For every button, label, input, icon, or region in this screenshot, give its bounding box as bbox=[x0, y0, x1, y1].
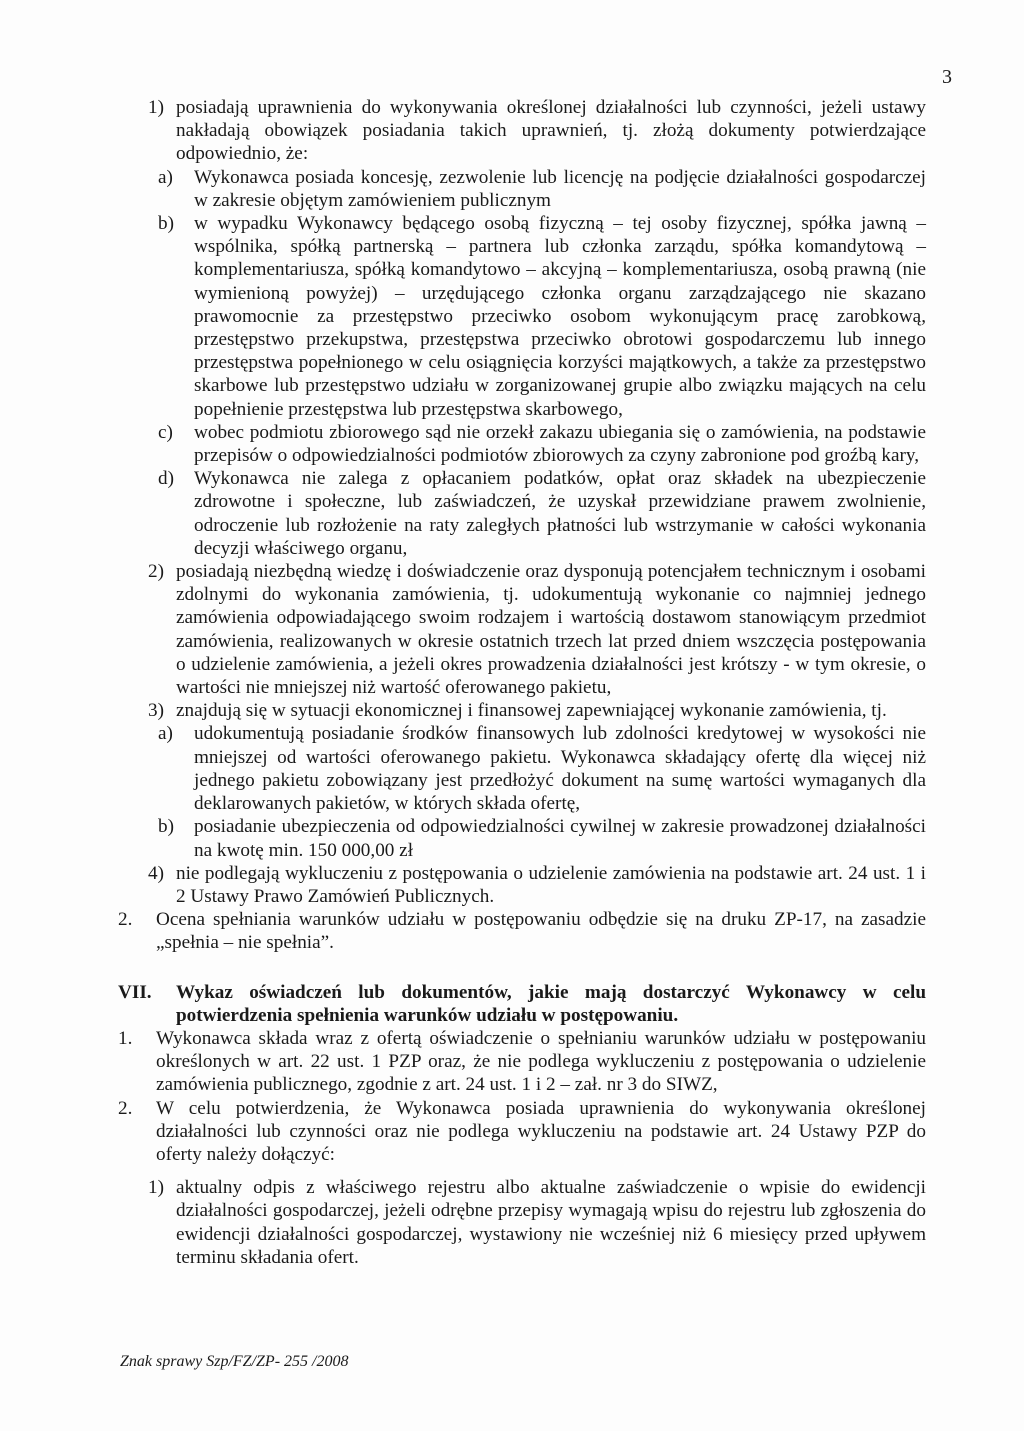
page-number: 3 bbox=[942, 66, 952, 88]
list-item bbox=[118, 96, 926, 166]
item-number: a) bbox=[158, 166, 173, 188]
case-reference-footer: Znak sprawy Szp/FZ/ZP- 255 /2008 bbox=[120, 1353, 349, 1370]
list-item bbox=[118, 467, 926, 560]
item-number: 1) bbox=[148, 97, 164, 118]
item-text: posiadanie ubezpieczenia od odpowiedzialności cywilnej w zakresie prowadzonej działalności na kwotę min. 150 000,00 zł bbox=[194, 816, 926, 861]
spacer bbox=[118, 1166, 926, 1176]
item-number: 2. bbox=[118, 1097, 133, 1119]
item-number: 3) bbox=[148, 700, 164, 722]
item-text: Wykonawca nie zalega z opłacaniem podatków, opłat oraz składek na ubezpieczenie zdrowotne i społeczne, lub zaświadczeń, że uzyskał przewidziane prawem zwolnienie, odroczenie lub rozłożenie na raty zaległych płatności lub wstrzymanie w całości wykonania decyzji właściwego organu, bbox=[194, 468, 926, 559]
section-number: VII. bbox=[118, 981, 152, 1003]
item-number: 1. bbox=[118, 1027, 133, 1049]
item-number: b) bbox=[158, 816, 174, 838]
item-number: 2) bbox=[148, 561, 164, 583]
item-text: wobec podmiotu zbiorowego sąd nie orzekł zakazu ubiegania się o zamówienia, na podstawie przepisów o odpowiedzialności podmiotów zbiorowych za czyny zabronione pod groźbą kary, bbox=[194, 421, 926, 467]
list-item bbox=[118, 166, 926, 212]
list-item bbox=[118, 722, 926, 815]
item-text: udokumentują posiadanie środków finansowych lub zdolności kredytowej w wysokości nie mniejszej od wartości oferowanego pakietu. Wykonawca składający ofertę dla więcej niż jednego pakietu zobowiązany jest przedłożyć dokument na sumę wartości wymaganych dla deklarowanych pakietów, w których składa ofertę, bbox=[194, 723, 926, 815]
list-item bbox=[118, 699, 926, 722]
item-number: c) bbox=[158, 421, 173, 443]
section-heading bbox=[118, 981, 926, 1027]
item-number: d) bbox=[158, 468, 174, 490]
item-text: W celu potwierdzenia, że Wykonawca posiada uprawnienia do wykonywania określonej działalności lub czynności oraz nie podlega wykluczeniu na podstawie art. 24 Ustawy PZP do oferty należy dołączyć: bbox=[156, 1097, 926, 1165]
item-text: Wykonawca posiada koncesję, zezwolenie lub licencję na podjęcie działalności gospodarczej w zakresie objętym zamówieniem publicznym bbox=[194, 166, 926, 211]
list-item bbox=[118, 212, 926, 421]
item-text: posiadają uprawnienia do wykonywania określonej działalności lub czynności, jeżeli ustawy nakładają obowiązek posiadania takich uprawnień, tj. złożą dokumenty potwierdzające odpowiednio, że: bbox=[176, 97, 926, 165]
item-text: aktualny odpis z właściwego rejestru albo aktualne zaświadczenie o wpisie do ewidencji działalności gospodarczej, jeżeli odrębne przepisy wymagają wpisu do rejestru lub zgłoszenia do ewidencji działalności gospodarczej, wystawiony nie wcześniej niż 6 miesięcy przed upływem terminu składania ofert. bbox=[176, 1177, 926, 1268]
list-item bbox=[118, 421, 926, 467]
list-item bbox=[118, 1097, 926, 1167]
item-number: 4) bbox=[148, 862, 164, 884]
item-number: a) bbox=[158, 723, 173, 745]
item-text: znajdują się w sytuacji ekonomicznej i finansowej zapewniającej wykonanie zamówienia, tj. bbox=[176, 700, 887, 722]
item-number: 1) bbox=[148, 1177, 164, 1199]
list-item bbox=[118, 560, 926, 699]
section-title: Wykaz oświadczeń lub dokumentów, jakie mają dostarczyć Wykonawcy w celu potwierdzenia spełnienia warunków udziału w postępowaniu. bbox=[176, 981, 926, 1026]
document-body bbox=[118, 96, 926, 1269]
list-item bbox=[118, 1027, 926, 1097]
list-item bbox=[118, 1176, 926, 1269]
list-item bbox=[118, 908, 926, 954]
item-text: w wypadku Wykonawcy będącego osobą fizyczną – tej osoby fizycznej, spółka jawną – wspólnika, spółką partnerską – partnera lub członka zarządu, spółka komandytową – komplementariusza, spółką komandytowo – akcyjną – komplementariusza, osobą prawną (nie wymienioną powyżej) – urzędującego członka organu zarządzającego nie skazano prawomocnie za przestępstwo przeciwko osobom wykonującym pracę zarobkową, przestępstwo przekupstwa, przestępstwa przeciwko obrotowi gospodarczemu lub innego przestępstwa popełnionego w celu osiągnięcia korzyści majątkowych, a także za przestępstwo skarbowe lub przestępstwo udziału w zorganizowanej grupie albo związku mających na celu popełnienie przestępstwa lub przestępstwa skarbowego, bbox=[194, 213, 926, 420]
item-number: b) bbox=[158, 213, 174, 235]
spacer bbox=[118, 955, 926, 981]
list-item bbox=[118, 862, 926, 908]
item-text: posiadają niezbędną wiedzę i doświadczenie oraz dysponują potencjałem technicznym i osobami zdolnymi do wykonania zamówienia, tj. udokumentują wykonanie co najmniej jednego zamówienia odpowiadającego swoim rodzajem i wartością dostawom stanowiącym przedmiot zamówienia, realizowanych w okresie ostatnich trzech lat przed dniem wszczęcia postępowania o udzielenie zamówienia, a jeżeli okres prowadzenia działalności jest krótszy - w tym okresie, o wartości nie mniejszej niż wartość oferowanego pakietu, bbox=[176, 561, 926, 699]
item-text: nie podlegają wykluczeniu z postępowania o udzielenie zamówienia na podstawie art. 24 ust. 1 i 2 Ustawy Prawo Zamówień Publicznych. bbox=[176, 862, 926, 907]
item-text: Wykonawca składa wraz z ofertą oświadczenie o spełnianiu warunków udziału w postępowaniu określonych w art. 22 ust. 1 PZP oraz, że nie podlega wykluczeniu z postępowania o udzielenie zamówienia publicznego, zgodnie z art. 24 ust. 1 i 2 – zał. nr 3 do SIWZ, bbox=[156, 1027, 926, 1096]
item-text: Ocena spełniania warunków udziału w postępowaniu odbędzie się na druku ZP-17, na zasadzie „spełnia – nie spełnia”. bbox=[156, 909, 926, 954]
item-number: 2. bbox=[118, 909, 133, 931]
list-item bbox=[118, 815, 926, 861]
